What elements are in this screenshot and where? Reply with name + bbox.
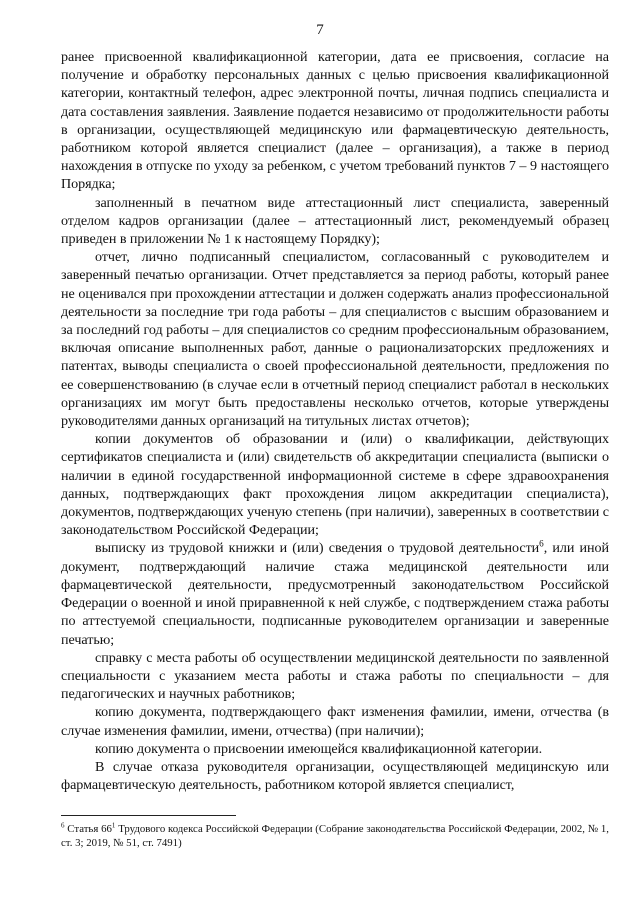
footnote-article-superscript: 1 [111, 821, 116, 830]
footnote-reference[interactable]: 6 [539, 538, 544, 549]
paragraph-6: справку с места работы об осуществлении медицинской деятельности по заявленной специальности с указанием места работы и стажа работы по специальности – для педагогических и научных работников; [61, 649, 609, 703]
footnote [61, 822, 609, 850]
footnote-text-start: Статья 66 [64, 823, 112, 835]
paragraph-5-continuation: , или иной документ, подтверждающий наличие стажа медицинской деятельности или фармацевтической деятельности, предусмотренный законодательством Российской Федерации о военной и иной приравненной к ней службе, с подтверждением стажа работы по аттестуемой специальности, подписанные руководителем организации и заверенные печатью; [61, 540, 609, 648]
footnote-text-end: Трудового кодекса Российской Федерации (Собрание законодательства Российской Федерации, 2002, № 1, ст. 3; 2019, № 51, ст. 7491) [61, 823, 609, 849]
footnote-mark: 6 [61, 821, 65, 830]
paragraph-5-text: выписку из трудовой книжки и (или) сведения о трудовой деятельности [95, 540, 540, 557]
paragraph-3: отчет, лично подписанный специалистом, согласованный с руководителем и заверенный печатью организации. Отчет представляется за период работы, который ранее не оценивался при прохождении аттестации и должен содержать анализ профессиональной деятельности за последние три года работы – для специалистов с высшим образованием и за последний год работы – для специалистов со средним профессиональным образованием, включая описание выполненных работ, данные о рационализаторских предложениях и патентах, выводы специалиста о своей профессиональной деятельности, предложения по ее совершенствованию (в случае если в отчетный период специалист работал в нескольких организациях им могут быть предоставлены несколько отчетов, которые утверждены руководителями данных организаций на титульных листах отчетов); [61, 249, 609, 430]
footnote-divider [61, 815, 236, 816]
paragraph-1: ранее присвоенной квалификационной категории, дата ее присвоения, согласие на получение и обработку персональных данных с целью присвоения квалификационной категории, контактный телефон, адрес электронной почты, личная подпись специалиста и дата составления заявления. Заявление подается независимо от продолжительности работы в организации, осуществляющей медицинскую или фармацевтическую деятельность, работником которой является специалист (далее – организация), а также в период нахождения в отпуске по уходу за ребенком, с учетом требований пунктов 7 – 9 настоящего Порядка; [61, 49, 609, 193]
page-number: 7 [316, 22, 324, 38]
paragraph-7: копию документа, подтверждающего факт изменения фамилии, имени, отчества (в случае изменения фамилии, имени, отчества) (при наличии); [61, 704, 609, 739]
paragraph-8: копию документа о присвоении имеющейся квалификационной категории. [95, 740, 543, 757]
paragraph-5 [61, 539, 609, 648]
paragraph-4: копии документов об образовании и (или) о квалификации, действующих сертификатов специалиста и (или) свидетельств об аккредитации специалиста (выписки о наличии в единой государственной информационной системе в сфере здравоохранения данных, подтверждающих факт прохождения лицом аккредитации специалиста), документов, подтверждающих ученую степень (при наличии), заверенных в соответствии с законодательством Российской Федерации; [61, 431, 609, 539]
paragraph-9: В случае отказа руководителя организации, осуществляющей медицинскую или фармацевтическую деятельность, работником которой является специалист, [61, 758, 609, 794]
document-body [61, 48, 609, 794]
paragraph-2: заполненный в печатном виде аттестационный лист специалиста, заверенный отделом кадров организации (далее – аттестационный лист, рекомендуемый образец приведен в приложении № 1 к настоящему Порядку); [61, 194, 609, 248]
